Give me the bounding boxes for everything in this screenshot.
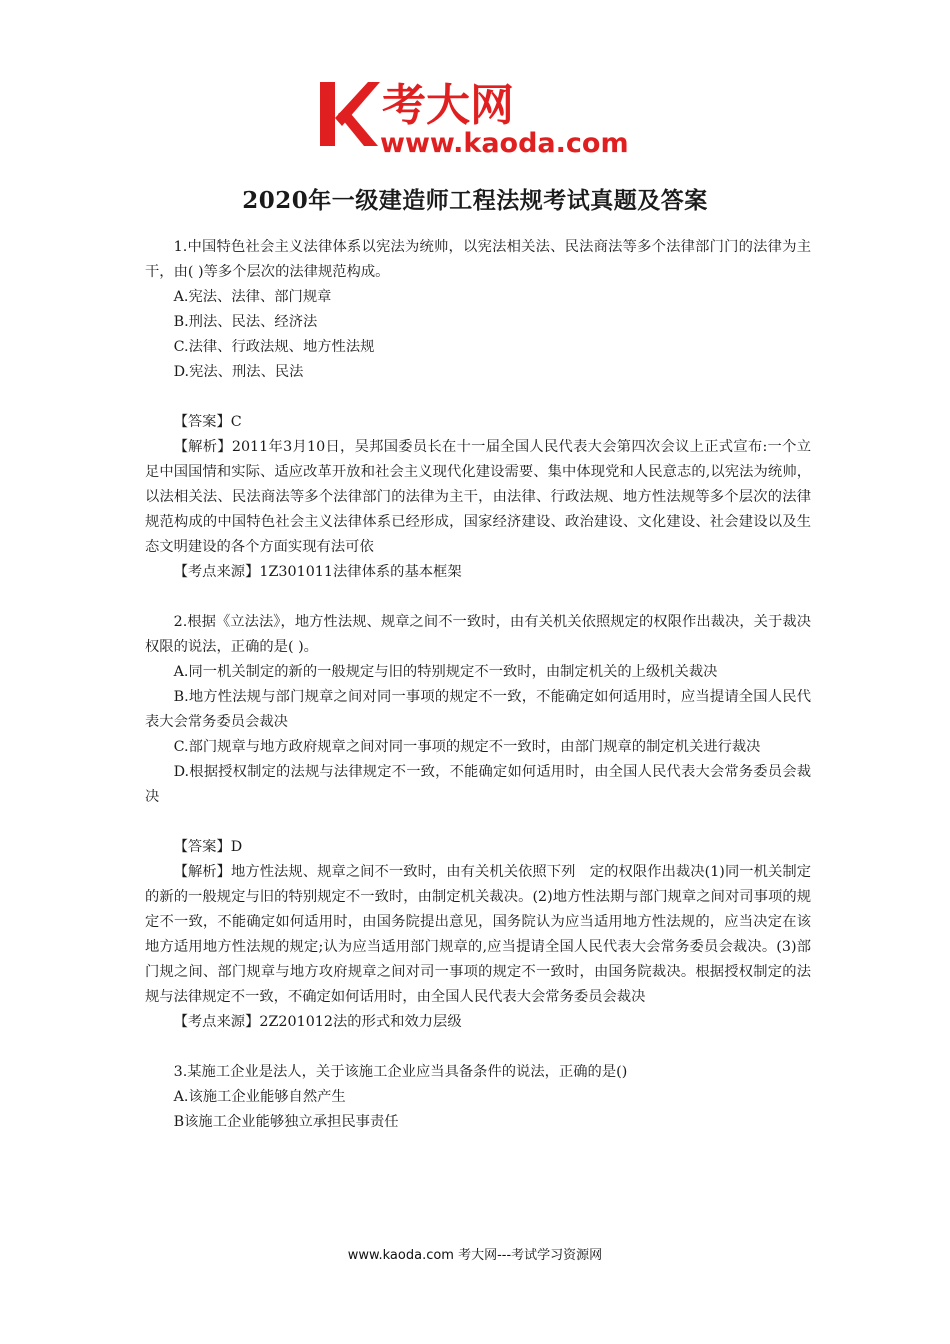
q1-answer: 【答案】C	[173, 414, 242, 430]
spacer	[145, 810, 811, 835]
q1-option-a: A.宪法、法律、部门规章	[173, 289, 332, 305]
q2-option-c: C.部门规章与地方政府规章之间对同一事项的规定不一致时，由部门规章的制定机关进行裁决	[173, 739, 761, 755]
logo-brand-text: 考大网	[382, 80, 514, 131]
spacer	[145, 585, 811, 610]
q1-option-d: D.宪法、刑法、民法	[173, 364, 304, 380]
q2-stem: 2.根据《立法法》，地方性法规、规章之间不一致时，由有关机关依照规定的权限作出裁决，关于裁决权限的说法，正确的是( )。	[145, 614, 811, 655]
q2-source: 【考点来源】2Z201012法的形式和效力层级	[173, 1014, 462, 1030]
q2-option-a: A.同一机关制定的新的一般规定与旧的特别规定不一致时，由制定机关的上级机关裁决	[173, 664, 718, 680]
page-footer: www.kaoda.com 考大网---考试学习资源网	[347, 1248, 603, 1263]
q2-option-b: B.地方性法规与部门规章之间对同一事项的规定不一致，不能确定如何适用时，应当提请全国人民代表大会常务委员会裁决	[145, 689, 811, 730]
q2-answer: 【答案】D	[173, 839, 243, 855]
document-title: 2020年一级建造师工程法规考试真题及答案	[242, 187, 708, 214]
q3-stem: 3.某施工企业是法人，关于该施工企业应当具备条件的说法，正确的是()	[173, 1064, 628, 1080]
document-content	[145, 235, 811, 1135]
q2-analysis: 【解析】地方性法规、规章之间不一致时，由有关机关依照下列 定的权限作出裁决(1)同一机关制定的新的一般规定与旧的特别规定不一致时，由制定机关裁决。(2)地方性法期与部门规章之间对司事项的规定不一致，不能确定如何适用时，由国务院提出意见，国务院认为应当适用地方性法规的，应当决定在该地方适用地方性法规的规定;认为应当适用部门规章的,应当提请全国人民代表大会常务委员会裁决。(3)部门规之间、部门规章与地方攻府规章之间对司一事项的规定不一致时，由国务院裁决。根据授权制定的法规与法律规定不一致，不确定如何话用时，由全国人民代表大会常务委员会裁决	[145, 864, 811, 1005]
q1-stem: 1.中国特色社会主义法律体系以宪法为统帅，以宪法相关法、民法商法等多个法律部门门的法律为主干，由( )等多个层次的法律规范构成。	[145, 239, 811, 280]
spacer	[145, 1035, 811, 1060]
q1-option-c: C.法律、行政法规、地方性法规	[173, 339, 375, 355]
spacer	[145, 385, 811, 410]
q2-option-d: D.根据授权制定的法规与法律规定不一致，不能确定如何适用时，由全国人民代表大会常务委员会裁决	[145, 764, 811, 805]
logo-url-text: www.kaoda.com	[380, 128, 629, 159]
q1-source: 【考点来源】1Z301011法律体系的基本框架	[173, 564, 462, 580]
q3-option-b: B该施工企业能够独立承担民事责任	[173, 1114, 399, 1130]
q1-analysis: 【解析】2011年3月10日，吴邦国委员长在十一届全国人民代表大会第四次会议上正式宣布:一个立足中国国情和实际、适应改革开放和社会主义现代化建设需要、集中体现党和人民意志的,以宪法为统帅，以法相关法、民法商法等多个法律部门的法律为主干，由法律、行政法规、地方性法规等多个层次的法律规范构成的中国特色社会主义法律体系已经形成，国家经济建设、政治建设、文化建设、社会建设以及生态文明建设的各个方面实现有法可依	[145, 439, 811, 555]
q3-option-a: A.该施工企业能够自然产生	[173, 1089, 346, 1105]
kaoda-logo	[316, 76, 646, 162]
q1-option-b: B.刑法、民法、经济法	[173, 314, 318, 330]
